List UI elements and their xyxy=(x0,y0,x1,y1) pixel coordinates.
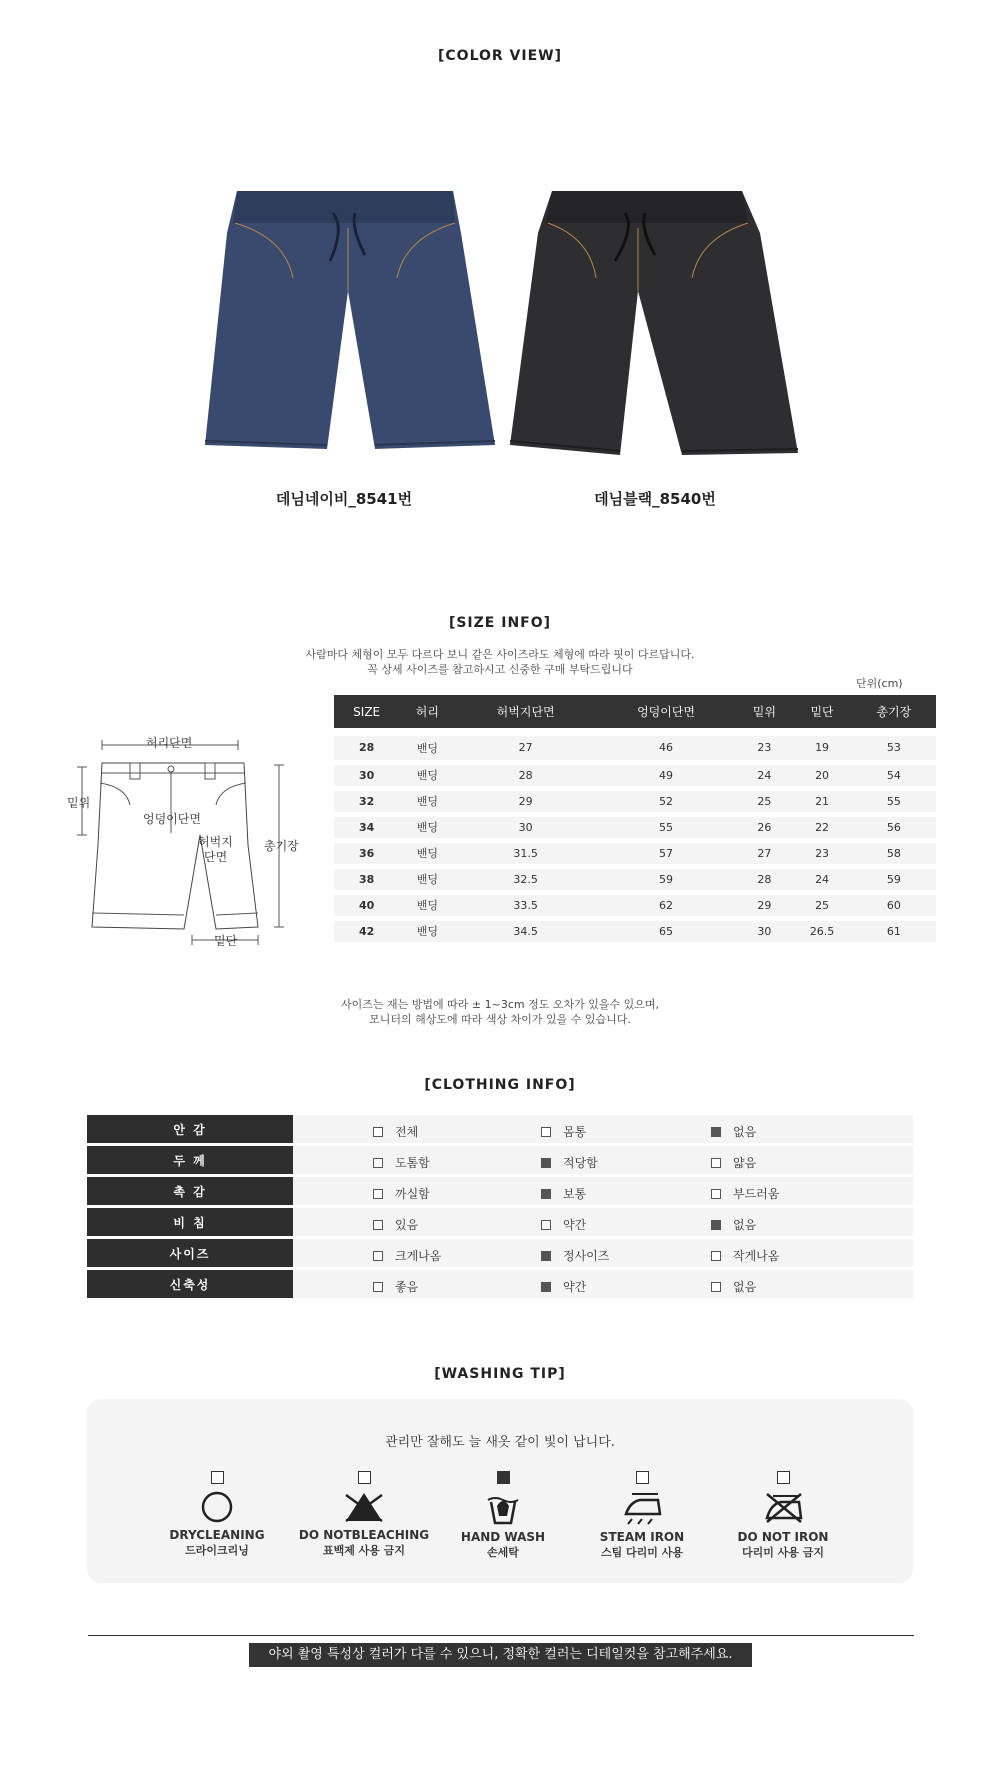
wash-en-label: HAND WASH xyxy=(460,1530,546,1544)
clothing-option xyxy=(373,1278,418,1295)
clothing-option xyxy=(541,1278,586,1295)
table-cell: 32.5 xyxy=(455,866,595,892)
table-cell: 밴딩 xyxy=(399,814,455,840)
label-rise: 밑위 xyxy=(67,796,91,810)
clothing-option xyxy=(711,1247,779,1264)
col-header: 엉덩이단면 xyxy=(596,695,736,728)
drycleaning-icon xyxy=(147,1490,287,1524)
wash-check-0 xyxy=(211,1471,224,1484)
size-desc xyxy=(0,647,1000,677)
clothing-option-label: 도톰함 xyxy=(395,1156,430,1170)
col-header: 밑단 xyxy=(792,695,851,728)
clothing-row xyxy=(87,1145,913,1176)
washing-tip-panel xyxy=(87,1399,913,1583)
table-cell: 42 xyxy=(334,918,399,944)
table-cell: 26.5 xyxy=(792,918,851,944)
wash-ko-label: 표백제 사용 금지 xyxy=(322,1544,406,1557)
unchecked-box-icon xyxy=(373,1251,383,1261)
clothing-option-label: 없음 xyxy=(733,1125,757,1139)
wash-ko-label: 손세탁 xyxy=(487,1546,519,1559)
table-row xyxy=(334,918,936,944)
table-cell: 33.5 xyxy=(455,892,595,918)
table-cell: 27 xyxy=(455,736,595,762)
clothing-options xyxy=(293,1176,913,1207)
clothing-option xyxy=(541,1185,586,1202)
black-shorts-image xyxy=(510,183,800,458)
clothing-option-label: 얇음 xyxy=(733,1156,757,1170)
color-view-title: [COLOR VIEW] xyxy=(438,48,562,64)
clothing-option xyxy=(711,1278,756,1295)
clothing-option xyxy=(373,1154,430,1171)
table-cell: 46 xyxy=(596,736,736,762)
table-cell: 56 xyxy=(852,814,936,840)
clothing-info-title: [CLOTHING INFO] xyxy=(424,1077,576,1093)
table-row xyxy=(334,840,936,866)
table-cell: 23 xyxy=(792,840,851,866)
unchecked-box-icon xyxy=(373,1282,383,1292)
table-cell: 30 xyxy=(455,814,595,840)
table-cell: 53 xyxy=(852,736,936,762)
table-cell: 55 xyxy=(596,814,736,840)
unchecked-box-icon xyxy=(373,1127,383,1137)
label-thigh-2: 단면 xyxy=(204,850,228,864)
checked-box-icon xyxy=(541,1251,551,1261)
clothing-row xyxy=(87,1115,913,1145)
table-cell: 19 xyxy=(792,736,851,762)
table-cell: 38 xyxy=(334,866,399,892)
clothing-option xyxy=(711,1154,756,1171)
clothing-row xyxy=(87,1207,913,1238)
label-hem: 밑단 xyxy=(214,934,238,948)
unit-label: 단위(cm) xyxy=(856,677,903,690)
table-cell: 밴딩 xyxy=(399,788,455,814)
clothing-row-label: 안 감 xyxy=(87,1115,293,1145)
col-header: 총기장 xyxy=(852,695,936,728)
table-cell: 24 xyxy=(736,762,792,788)
divider xyxy=(88,1635,914,1636)
table-cell: 54 xyxy=(852,762,936,788)
clothing-row xyxy=(87,1269,913,1300)
clothing-option xyxy=(711,1216,756,1233)
clothing-options xyxy=(293,1207,913,1238)
table-cell: 20 xyxy=(792,762,851,788)
clothing-option xyxy=(373,1247,441,1264)
table-cell: 25 xyxy=(736,788,792,814)
table-cell: 58 xyxy=(852,840,936,866)
table-cell: 29 xyxy=(736,892,792,918)
wash-item-no-iron xyxy=(713,1471,853,1560)
table-cell: 29 xyxy=(455,788,595,814)
table-row xyxy=(334,892,936,918)
unchecked-box-icon xyxy=(373,1158,383,1168)
table-cell: 24 xyxy=(792,866,851,892)
clothing-row-label: 촉 감 xyxy=(87,1176,293,1207)
wash-check-3 xyxy=(636,1471,649,1484)
table-cell: 49 xyxy=(596,762,736,788)
wash-item-steam-iron xyxy=(572,1471,712,1560)
clothing-options xyxy=(293,1269,913,1300)
clothing-option xyxy=(373,1123,418,1140)
clothing-row-label: 사이즈 xyxy=(87,1238,293,1269)
table-row xyxy=(334,866,936,892)
product-label-black: 데님블랙_8540번 xyxy=(594,490,716,508)
table-cell: 26 xyxy=(736,814,792,840)
clothing-row-label: 신축성 xyxy=(87,1269,293,1300)
table-cell: 30 xyxy=(334,762,399,788)
clothing-option xyxy=(541,1247,609,1264)
col-header: 허리 xyxy=(399,695,455,728)
table-row xyxy=(334,736,936,762)
col-header: SIZE xyxy=(334,695,399,728)
clothing-option-label: 부드러움 xyxy=(733,1187,780,1201)
table-cell: 밴딩 xyxy=(399,892,455,918)
table-cell: 55 xyxy=(852,788,936,814)
clothing-option-label: 전체 xyxy=(395,1125,419,1139)
unchecked-box-icon xyxy=(373,1220,383,1230)
clothing-option-label: 약간 xyxy=(563,1280,587,1294)
clothing-option-label: 약간 xyxy=(563,1218,587,1232)
wash-item-no-bleach xyxy=(294,1471,434,1558)
wash-ko-label: 다리미 사용 금지 xyxy=(741,1546,825,1559)
label-hip: 엉덩이단면 xyxy=(143,812,201,826)
clothing-option-label: 몸통 xyxy=(563,1125,587,1139)
unchecked-box-icon xyxy=(711,1189,721,1199)
size-note xyxy=(0,997,1000,1027)
table-cell: 34 xyxy=(334,814,399,840)
hand-wash-icon xyxy=(433,1490,573,1526)
table-cell: 59 xyxy=(852,866,936,892)
wash-en-label: DO NOTBLEACHING xyxy=(298,1528,430,1542)
table-cell: 밴딩 xyxy=(399,840,455,866)
col-header: 밑위 xyxy=(736,695,792,728)
table-cell: 65 xyxy=(596,918,736,944)
table-cell: 23 xyxy=(736,736,792,762)
table-cell: 59 xyxy=(596,866,736,892)
clothing-options xyxy=(293,1115,913,1145)
clothing-options xyxy=(293,1145,913,1176)
unchecked-box-icon xyxy=(373,1189,383,1199)
clothing-row xyxy=(87,1238,913,1269)
clothing-options xyxy=(293,1238,913,1269)
wash-check-2 xyxy=(497,1471,510,1484)
size-info-title: [SIZE INFO] xyxy=(448,615,552,631)
wash-en-label: DO NOT IRON xyxy=(737,1530,829,1544)
table-row xyxy=(334,762,936,788)
table-row xyxy=(334,814,936,840)
table-cell: 밴딩 xyxy=(399,866,455,892)
wash-check-1 xyxy=(358,1471,371,1484)
navy-shorts-image xyxy=(205,183,495,458)
size-desc-line-2: 꼭 상세 사이즈를 참고하시고 신중한 구매 부탁드립니다 xyxy=(367,663,633,676)
col-header: 허벅지단면 xyxy=(455,695,595,728)
table-cell: 21 xyxy=(792,788,851,814)
wash-en-label: DRYCLEANING xyxy=(169,1528,265,1542)
clothing-row-label: 두 께 xyxy=(87,1145,293,1176)
checked-box-icon xyxy=(711,1127,721,1137)
table-cell: 25 xyxy=(792,892,851,918)
no-iron-icon xyxy=(713,1490,853,1526)
size-note-line-2: 모니터의 해상도에 따라 색상 차이가 있을 수 있습니다. xyxy=(369,1013,631,1026)
unchecked-box-icon xyxy=(711,1282,721,1292)
steam-iron-icon xyxy=(572,1490,712,1526)
table-cell: 60 xyxy=(852,892,936,918)
wash-item-drycleaning xyxy=(147,1471,287,1558)
shorts-measurement-diagram xyxy=(68,735,308,950)
table-row xyxy=(334,788,936,814)
unchecked-box-icon xyxy=(541,1220,551,1230)
table-cell: 28 xyxy=(736,866,792,892)
wash-ko-label: 드라이크리닝 xyxy=(185,1544,249,1557)
checked-box-icon xyxy=(541,1158,551,1168)
table-cell: 57 xyxy=(596,840,736,866)
clothing-row xyxy=(87,1176,913,1207)
clothing-option xyxy=(541,1216,586,1233)
wash-check-4 xyxy=(777,1471,790,1484)
label-length: 총기장 xyxy=(264,839,299,853)
table-cell: 28 xyxy=(334,736,399,762)
clothing-option xyxy=(541,1123,586,1140)
clothing-option-label: 있음 xyxy=(395,1218,419,1232)
table-cell: 36 xyxy=(334,840,399,866)
no-bleach-icon xyxy=(294,1490,434,1524)
table-cell: 28 xyxy=(455,762,595,788)
table-cell: 22 xyxy=(792,814,851,840)
checked-box-icon xyxy=(541,1282,551,1292)
table-cell: 32 xyxy=(334,788,399,814)
checked-box-icon xyxy=(541,1189,551,1199)
clothing-option-label: 작게나옴 xyxy=(733,1249,780,1263)
label-thigh-1: 허벅지 xyxy=(198,835,233,849)
clothing-option xyxy=(711,1185,779,1202)
checked-box-icon xyxy=(711,1220,721,1230)
clothing-row-label: 비 침 xyxy=(87,1207,293,1238)
unchecked-box-icon xyxy=(541,1127,551,1137)
size-desc-line-1: 사람마다 체형이 모두 다르다 보니 같은 사이즈라도 체형에 따라 핏이 다르답니다. xyxy=(305,648,695,661)
wash-ko-label: 스팀 다리미 사용 xyxy=(600,1546,684,1559)
product-label-navy: 데님네이비_8541번 xyxy=(275,490,413,508)
clothing-option-label: 없음 xyxy=(733,1280,757,1294)
clothing-option-label: 좋음 xyxy=(395,1280,419,1294)
clothing-option-label: 보통 xyxy=(563,1187,587,1201)
clothing-option xyxy=(373,1216,418,1233)
clothing-option-label: 적당함 xyxy=(563,1156,598,1170)
table-cell: 밴딩 xyxy=(399,762,455,788)
table-cell: 61 xyxy=(852,918,936,944)
clothing-option-label: 까실함 xyxy=(395,1187,430,1201)
label-waist: 허리단면 xyxy=(146,736,193,750)
unchecked-box-icon xyxy=(711,1251,721,1261)
table-cell: 62 xyxy=(596,892,736,918)
table-cell: 34.5 xyxy=(455,918,595,944)
table-cell: 31.5 xyxy=(455,840,595,866)
washing-headline: 관리만 잘해도 늘 새옷 같이 빛이 납니다. xyxy=(385,1435,615,1450)
clothing-info-table xyxy=(87,1115,913,1301)
clothing-option-label: 정사이즈 xyxy=(563,1249,610,1263)
size-note-line-1: 사이즈는 재는 방법에 따라 ± 1~3cm 정도 오차가 있을수 있으며, xyxy=(341,998,659,1011)
table-cell: 52 xyxy=(596,788,736,814)
clothing-option xyxy=(711,1123,756,1140)
wash-en-label: STEAM IRON xyxy=(599,1530,685,1544)
clothing-option-label: 없음 xyxy=(733,1218,757,1232)
unchecked-box-icon xyxy=(711,1158,721,1168)
size-table-header xyxy=(334,695,936,728)
table-cell: 27 xyxy=(736,840,792,866)
clothing-option-label: 크게나옴 xyxy=(395,1249,442,1263)
table-cell: 밴딩 xyxy=(399,918,455,944)
table-cell: 밴딩 xyxy=(399,736,455,762)
washing-tip-title: [WASHING TIP] xyxy=(434,1366,566,1382)
color-notice-banner: 야외 촬영 특성상 컬러가 다를 수 있으니, 정확한 컬러는 디테일컷을 참고해주세요. xyxy=(249,1643,752,1667)
size-table xyxy=(334,695,936,947)
clothing-option xyxy=(541,1154,598,1171)
wash-item-hand-wash xyxy=(433,1471,573,1560)
table-cell: 40 xyxy=(334,892,399,918)
table-cell: 30 xyxy=(736,918,792,944)
clothing-option xyxy=(373,1185,430,1202)
